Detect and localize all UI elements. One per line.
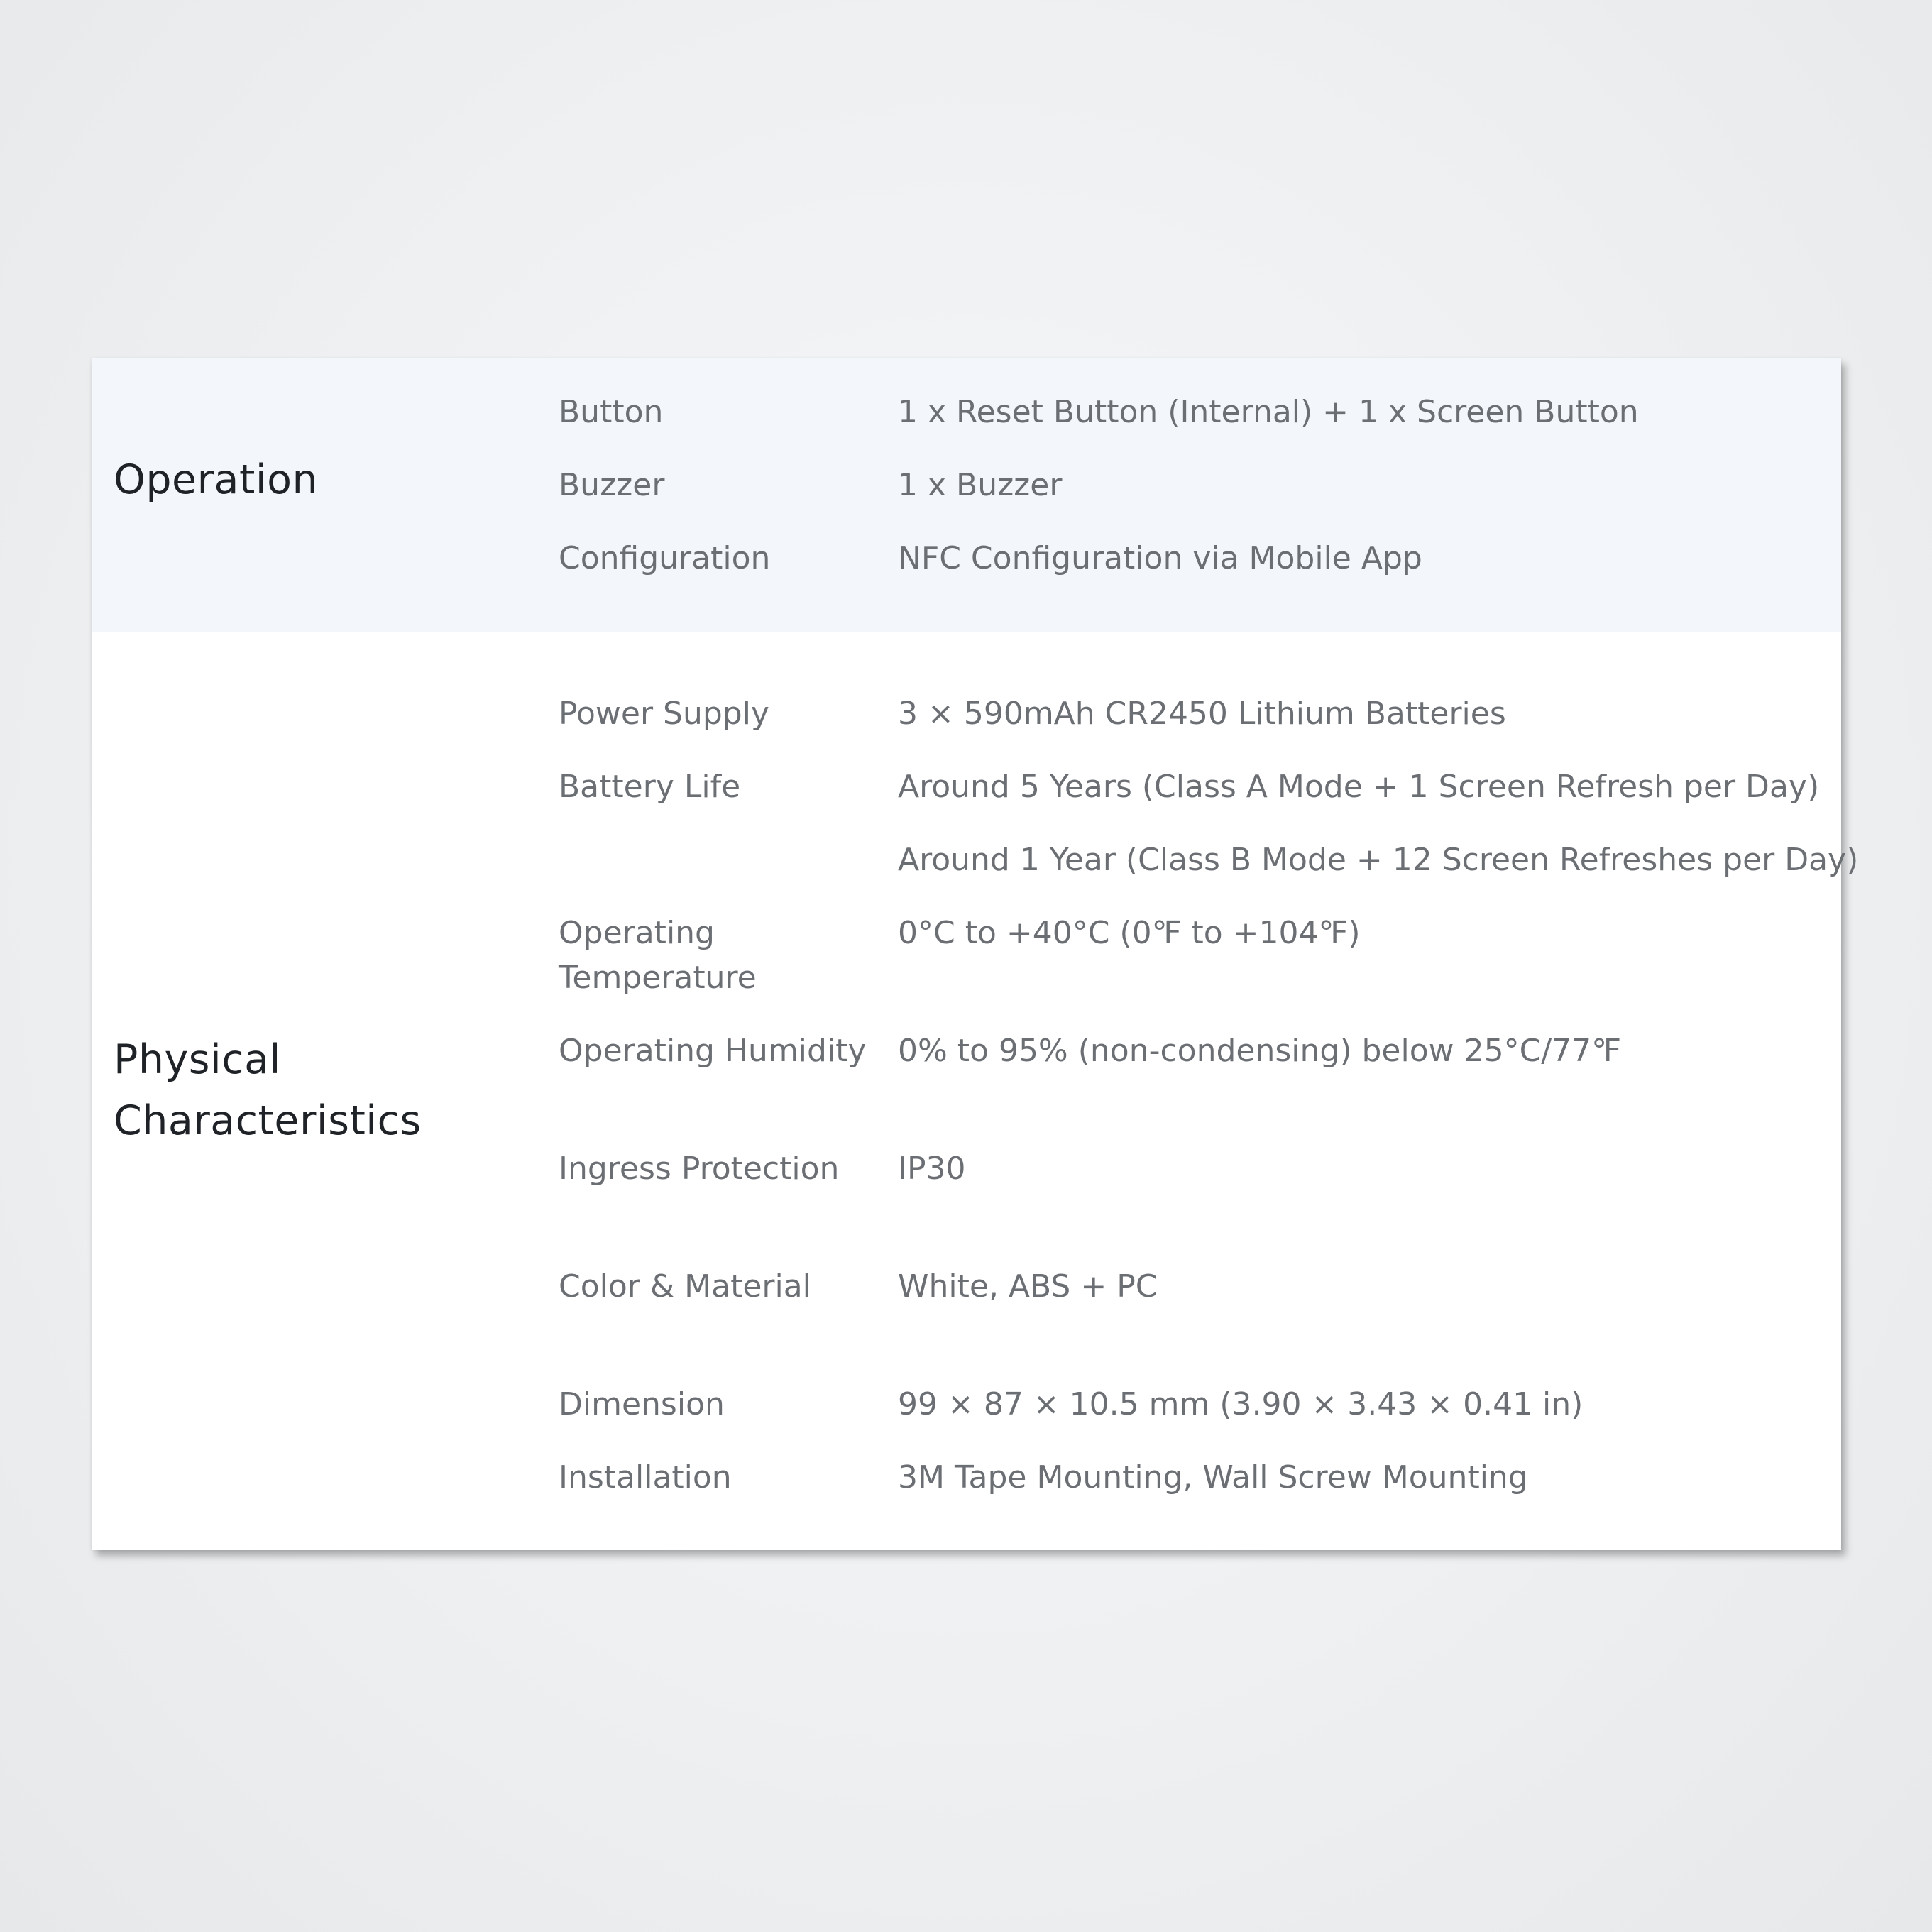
spec-row bbox=[559, 1264, 1829, 1382]
spec-label: Power Supply bbox=[559, 696, 769, 732]
spec-row bbox=[559, 463, 1829, 536]
spec-label: Battery Life bbox=[559, 769, 741, 805]
spec-value: NFC Configuration via Mobile App bbox=[898, 540, 1422, 576]
spec-value: 99 × 87 × 10.5 mm (3.90 × 3.43 × 0.41 in) bbox=[898, 1386, 1584, 1422]
section-title-operation: Operation bbox=[114, 456, 319, 503]
spec-label: Color & Material bbox=[559, 1268, 811, 1305]
spec-value: White, ABS + PC bbox=[898, 1268, 1158, 1305]
spec-row bbox=[559, 1146, 1829, 1264]
spec-value: 1 x Reset Button (Internal) + 1 x Screen Button bbox=[898, 394, 1639, 430]
spec-value: IP30 bbox=[898, 1151, 966, 1187]
operation-rows bbox=[559, 390, 1829, 609]
spec-value: 3M Tape Mounting, Wall Screw Mounting bbox=[898, 1459, 1528, 1495]
spec-row bbox=[559, 1382, 1829, 1455]
spec-value: 3 × 590mAh CR2450 Lithium Batteries bbox=[898, 696, 1506, 732]
spec-value: 0% to 95% (non-condensing) below 25°C/77℉ bbox=[898, 1033, 1621, 1069]
spec-label: Buzzer bbox=[559, 467, 665, 503]
spec-row bbox=[559, 838, 1859, 911]
spec-label: Configuration bbox=[559, 540, 771, 576]
spec-label bbox=[559, 838, 898, 866]
spec-row bbox=[559, 1455, 1829, 1528]
spec-value: Around 1 Year (Class B Mode + 12 Screen Refreshes per Day) bbox=[898, 842, 1859, 878]
spec-row bbox=[559, 1028, 1829, 1146]
spec-label: Ingress Protection bbox=[559, 1151, 840, 1187]
section-title-physical-characteristics: Physical Characteristics bbox=[114, 1036, 422, 1144]
spec-row bbox=[559, 764, 1829, 838]
spec-label: Operating Humidity bbox=[559, 1033, 867, 1069]
physical-characteristics-section bbox=[92, 632, 1859, 1550]
spec-row bbox=[559, 911, 1829, 1028]
spec-value: 1 x Buzzer bbox=[898, 467, 1063, 503]
operation-section bbox=[92, 358, 1841, 632]
spec-table bbox=[92, 358, 1859, 1550]
spec-row bbox=[559, 390, 1829, 463]
spec-label: Operating Temperature bbox=[559, 915, 757, 996]
spec-row bbox=[559, 536, 1829, 609]
physical-rows bbox=[559, 691, 1859, 1528]
spec-label: Button bbox=[559, 394, 664, 430]
spec-label: Dimension bbox=[559, 1386, 725, 1422]
spec-row bbox=[559, 691, 1829, 764]
spec-value: Around 5 Years (Class A Mode + 1 Screen Refresh per Day) bbox=[898, 769, 1820, 805]
spec-label: Installation bbox=[559, 1459, 732, 1495]
spec-value: 0°C to +40°C (0℉ to +104℉) bbox=[898, 915, 1361, 951]
